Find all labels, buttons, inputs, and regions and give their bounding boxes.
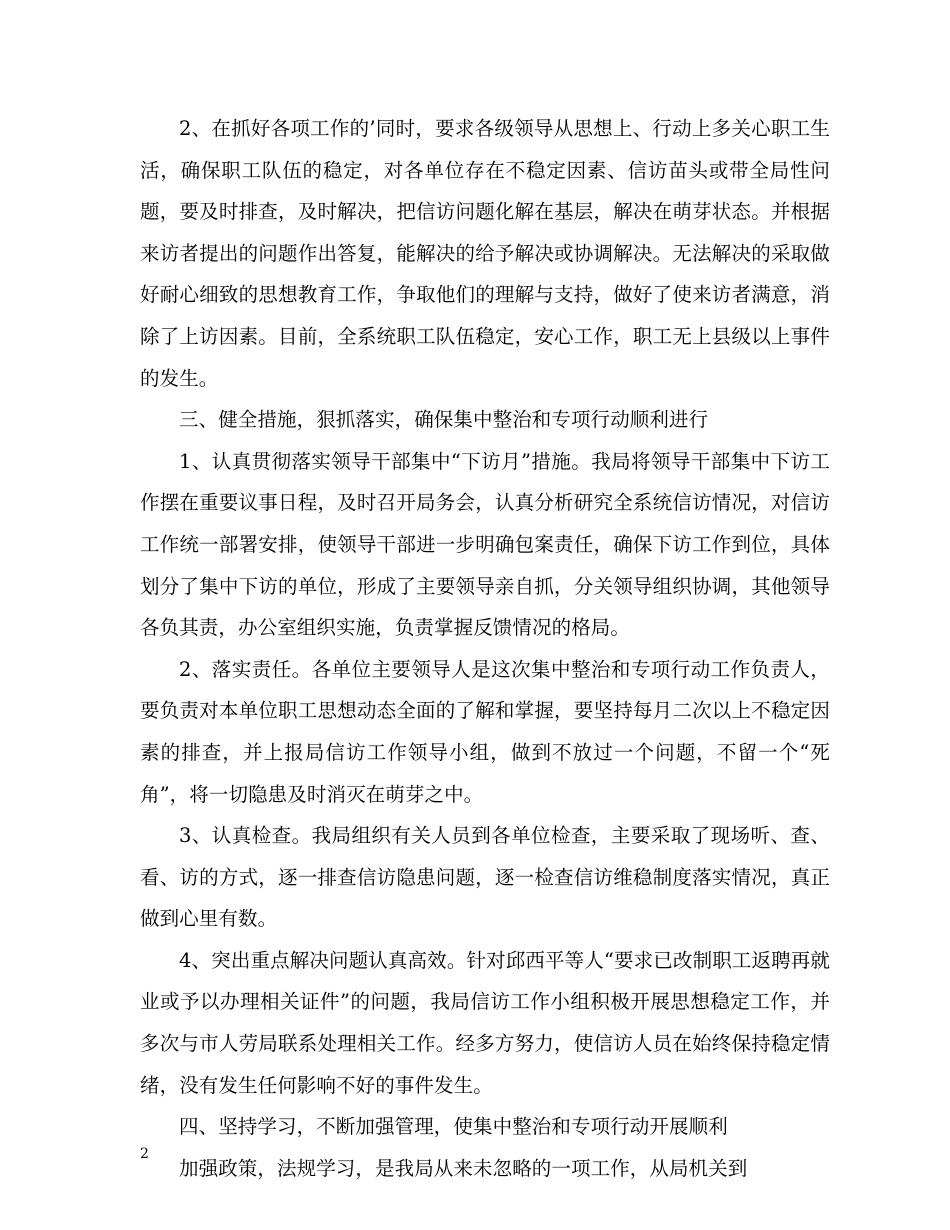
section-heading-four: 四、坚持学习，不断加强管理，使集中整治和专项行动开展顺利	[179, 1115, 728, 1139]
paragraph-responsibility: 2、落实责任。各单位主要领导人是这次集中整治和专项行动工作负责人，要负责对本单位职工思想动态全面的了解和掌握，要坚持每月二次以上不稳定因素的排查，并上报局信访工作领导小组，做到不放过一个问题，不留一个“死角”，将一切隐患及时消灭在萌芽之中。	[140, 657, 830, 806]
page-number: 2	[140, 1146, 149, 1162]
paragraph-care-for-staff: 2、在抓好各项工作的’同时，要求各级领导从思想上、行动上多关心职工生活，确保职工队伍的稳定，对各单位存在不稳定因素、信访苗头或带全局性问题，要及时排查，及时解决，把信访问题化解在基层，解决在萌芽状态。并根据来访者提出的问题作出答复，能解决的给予解决或协调解决。无法解决的采取做好耐心细致的思想教育工作，争取他们的理解与支持，做好了使来访者满意，消除了上访因素。目前，全系统职工队伍稳定，安心工作，职工无上县级以上事件的发生。	[140, 117, 830, 390]
section-heading-three: 三、健全措施，狠抓落实，确保集中整治和专项行动顺利进行	[179, 408, 709, 432]
document-body	[140, 108, 830, 1189]
paragraph-key-issues: 4、突出重点解决问题认真高效。针对邱西平等人“要求已改制职工返聘再就业或予以办理相关证件”的问题，我局信访工作小组积极开展思想稳定工作，并多次与市人劳局联系处理相关工作。经多方努力，使信访人员在始终保持稳定情绪，没有发生任何影响不好的事件发生。	[140, 948, 830, 1097]
paragraph-inspection: 3、认真检查。我局组织有关人员到各单位检查，主要采取了现场听、查、看、访的方式，逐一排查信访隐患问题，逐一检查信访维稳制度落实情况，真正做到心里有数。	[140, 824, 830, 931]
paragraph-policy-study: 加强政策，法规学习，是我局从来未忽略的一项工作，从局机关到	[179, 1156, 748, 1180]
paragraph-visit-month: 1、认真贯彻落实领导干部集中“下访月”措施。我局将领导干部集中下访工作摆在重要议事日程，及时召开局务会，认真分析研究全系统信访情况，对信访工作统一部署安排，使领导干部进一步明确包案责任，确保下访工作到位，具体划分了集中下访的单位，形成了主要领导亲自抓，分关领导组织协调，其他领导各负其责，办公室组织实施，负责掌握反馈情况的格局。	[140, 449, 830, 640]
